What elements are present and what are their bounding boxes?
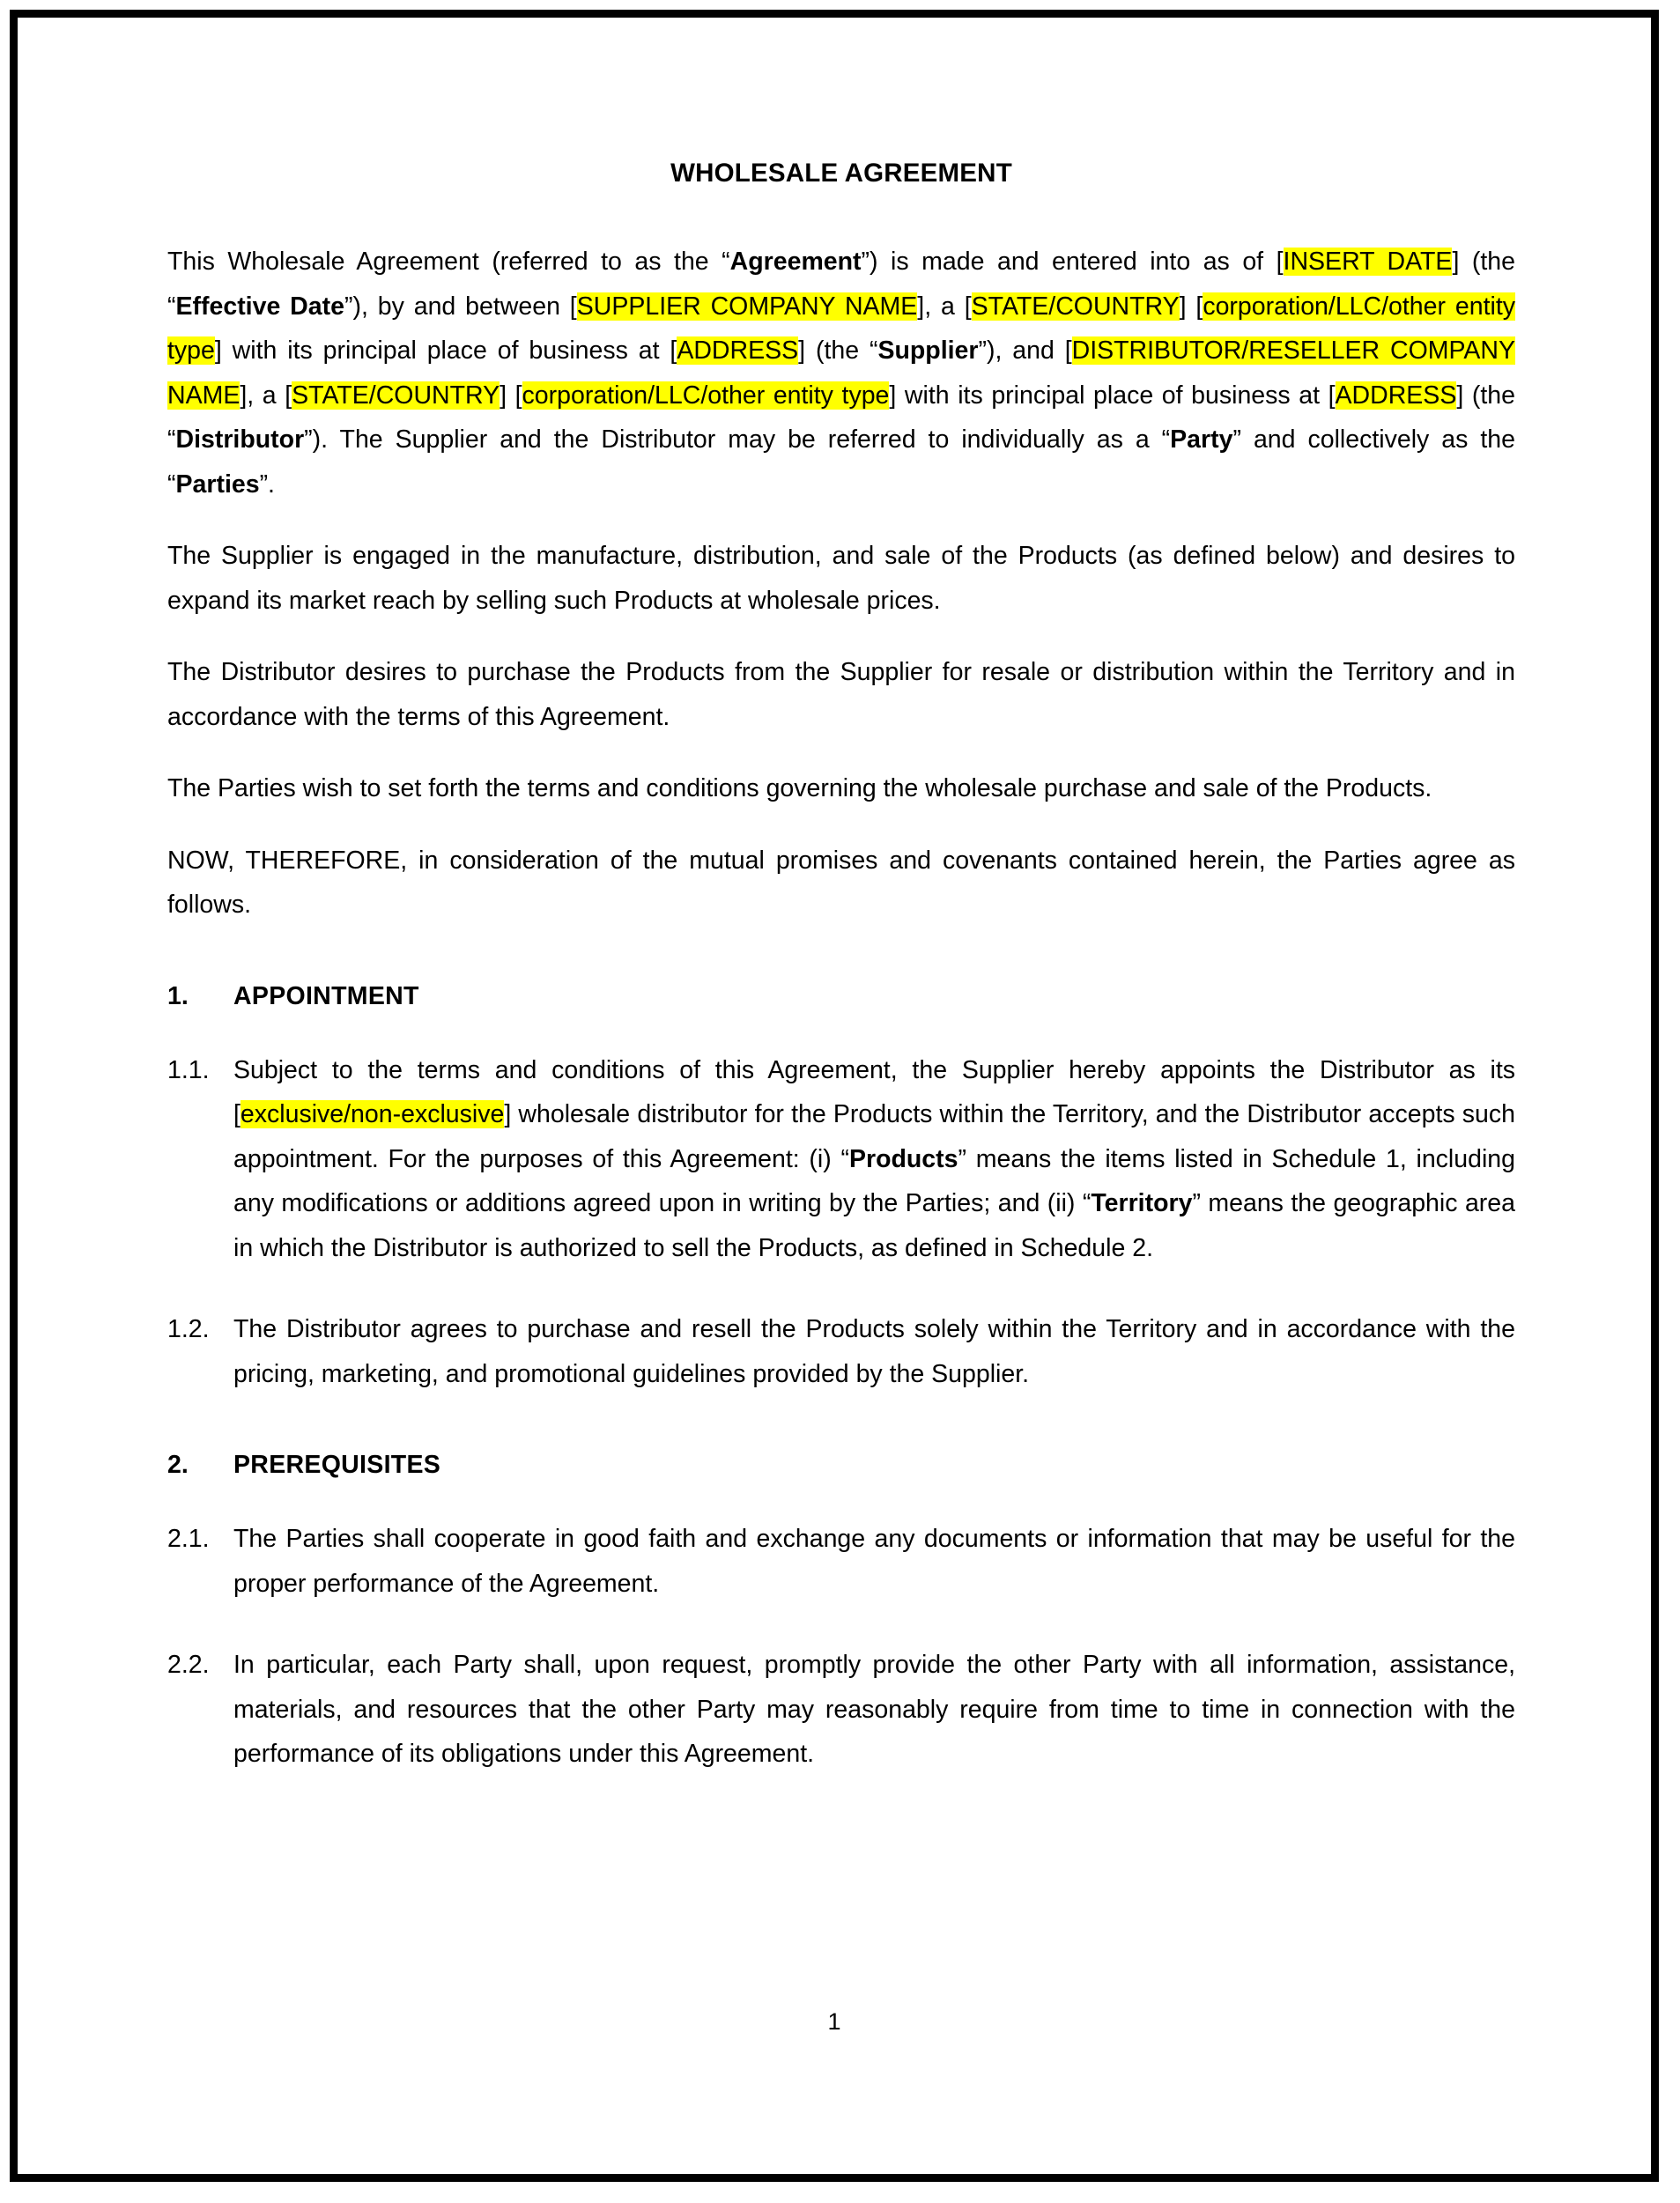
clause-number: 2.1. bbox=[167, 1525, 210, 1553]
clause-number: 1.2. bbox=[167, 1315, 210, 1343]
recital-paragraph-3: The Distributor desires to purchase the Products from the Supplier for resale or distribution within the Territory and in accordance with the terms of this Agreement. bbox=[167, 658, 1515, 731]
placeholder-distributor-address: ADDRESS bbox=[1335, 381, 1457, 410]
placeholder-exclusivity: exclusive/non-exclusive bbox=[240, 1100, 505, 1128]
text-run: ] with its principal place of business at [ bbox=[214, 336, 677, 365]
text-run: ] (the “ bbox=[798, 336, 878, 365]
placeholder-distributor-state-country: STATE/COUNTRY bbox=[292, 381, 500, 410]
recital-paragraph-2: The Supplier is engaged in the manufacture, distribution, and sale of the Products (as defined below) and desires to expand its market reach by selling such Products at wholesale prices. bbox=[167, 542, 1515, 615]
text-run: ] [ bbox=[500, 381, 522, 410]
text-run: ] wholesale distributor for the Products within the Territory, and the Distributor accepts such appointment. For the purposes of this Agreement: (i) “ bbox=[233, 1100, 1515, 1173]
page-number-footer: 1 bbox=[827, 2008, 841, 2035]
defined-term-territory: Territory bbox=[1091, 1189, 1193, 1217]
clause-text: The Parties shall cooperate in good faith and exchange any documents or information that may be useful for the proper performance of the Agreement. bbox=[233, 1525, 1515, 1598]
clause-2-1 bbox=[167, 1517, 1515, 1606]
text-run: ” and collectively as the “ bbox=[167, 425, 1516, 499]
defined-term-effective-date: Effective Date bbox=[175, 292, 344, 321]
recital-paragraph-4: The Parties wish to set forth the terms and conditions governing the wholesale purchase and sale of the Products. bbox=[167, 774, 1432, 802]
placeholder-supplier-company-name: SUPPLIER COMPANY NAME bbox=[576, 292, 918, 321]
section-title: PREREQUISITES bbox=[233, 1451, 441, 1479]
section-heading-appointment bbox=[167, 982, 1515, 1011]
placeholder-supplier-entity-type: corporation/LLC/other entity type bbox=[167, 292, 1515, 365]
clause-text bbox=[233, 1048, 1515, 1271]
placeholder-insert-date: INSERT DATE bbox=[1283, 248, 1453, 276]
defined-term-agreement: Agreement bbox=[729, 248, 862, 276]
clause-2-2 bbox=[167, 1643, 1515, 1777]
text-run: ] with its principal place of business at [ bbox=[889, 381, 1336, 410]
text-run: ”. bbox=[259, 469, 275, 499]
text-run: Subject to the terms and conditions of this Agreement, the Supplier hereby appoints the Distributor as its [ bbox=[233, 1055, 1515, 1128]
section-number: 1. bbox=[167, 981, 189, 1010]
text-run: ”), by and between [ bbox=[344, 292, 577, 321]
placeholder-supplier-state-country: STATE/COUNTRY bbox=[971, 292, 1180, 321]
clause-1-2 bbox=[167, 1307, 1515, 1396]
clause-number: 2.2. bbox=[167, 1651, 210, 1679]
defined-term-products: Products bbox=[848, 1144, 958, 1173]
text-run: This Wholesale Agreement (referred to as the “ bbox=[167, 248, 730, 276]
clause-text: The Distributor agrees to purchase and resell the Products solely within the Territory and in accordance with the pricing, marketing, and promotional guidelines provided by the Supplier. bbox=[233, 1315, 1515, 1388]
placeholder-distributor-company-name: DISTRIBUTOR/RESELLER COMPANY NAME bbox=[167, 336, 1515, 410]
clause-number: 1.1. bbox=[167, 1055, 210, 1084]
recital-paragraph-1 bbox=[167, 240, 1515, 506]
recital-paragraph-5: NOW, THEREFORE, in consideration of the mutual promises and covenants contained herein, the Parties agree as follows. bbox=[167, 846, 1515, 919]
defined-term-parties: Parties bbox=[175, 469, 260, 499]
text-run: ], a [ bbox=[240, 381, 292, 410]
text-run: ], a [ bbox=[917, 292, 972, 321]
text-run: ] (the “ bbox=[167, 248, 1516, 321]
defined-term-distributor: Distributor bbox=[175, 425, 305, 454]
page-border-frame bbox=[10, 10, 1659, 2182]
placeholder-distributor-entity-type: corporation/LLC/other entity type bbox=[522, 381, 890, 410]
defined-term-supplier: Supplier bbox=[877, 336, 979, 365]
clause-text: In particular, each Party shall, upon request, promptly provide the other Party with all information, assistance, materials, and resources that the other Party may reasonably require from time to time in connection with the performance of its obligations under this Agreement. bbox=[233, 1651, 1515, 1768]
section-heading-prerequisites bbox=[167, 1451, 1515, 1480]
document-content bbox=[167, 159, 1515, 1777]
text-run: ”), and [ bbox=[978, 336, 1072, 365]
defined-term-party: Party bbox=[1170, 425, 1233, 454]
text-run: ”). The Supplier and the Distributor may be referred to individually as a “ bbox=[304, 425, 1171, 454]
text-run: ] (the “ bbox=[167, 381, 1515, 454]
text-run: ” means the items listed in Schedule 1, including any modifications or additions agreed upon in writing by the Parties; and (ii) “ bbox=[233, 1144, 1515, 1217]
page-title: WHOLESALE AGREEMENT bbox=[670, 159, 1012, 188]
text-run: ” means the geographic area in which the Distributor is authorized to sell the Products, as defined in Schedule 2. bbox=[233, 1189, 1515, 1262]
page-canvas bbox=[18, 18, 1651, 2174]
text-run: ”) is made and entered into as of [ bbox=[861, 248, 1284, 276]
clause-1-1 bbox=[167, 1048, 1515, 1271]
placeholder-supplier-address: ADDRESS bbox=[677, 336, 799, 365]
section-number: 2. bbox=[167, 1451, 189, 1479]
text-run: ] [ bbox=[1179, 292, 1203, 321]
section-title: APPOINTMENT bbox=[233, 981, 419, 1010]
